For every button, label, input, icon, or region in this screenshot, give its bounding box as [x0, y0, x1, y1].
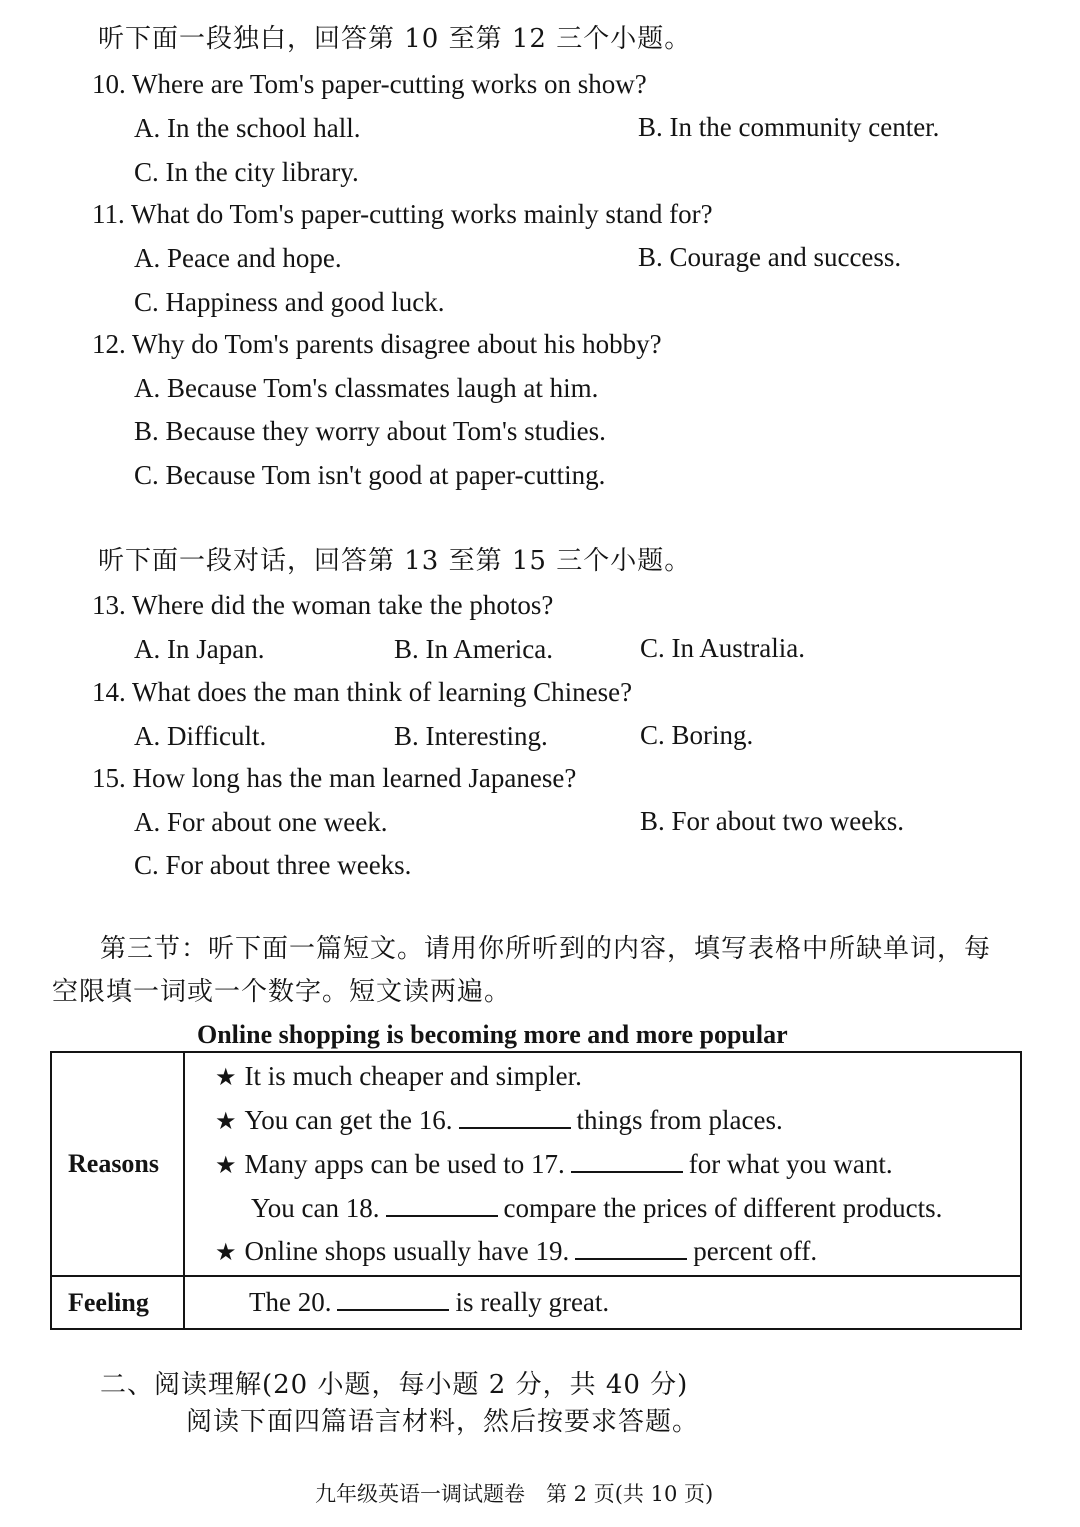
feeling-line: The 20. is really great.	[249, 1287, 610, 1317]
reason-3: ★ Many apps can be used to 17. for what you want.	[215, 1148, 893, 1179]
option-11b: B. Courage and success.	[638, 242, 902, 272]
option-11a: A. Peace and hope.	[134, 243, 342, 273]
blank-17[interactable]	[571, 1147, 683, 1173]
option-13c: C. In Australia.	[640, 633, 805, 663]
reason-2: ★ You can get the 16. things from places.	[215, 1104, 783, 1135]
star-icon: ★	[215, 1062, 237, 1091]
option-15b: B. For about two weeks.	[640, 806, 904, 836]
option-14c: C. Boring.	[640, 720, 754, 750]
option-10c: C. In the city library.	[134, 157, 359, 187]
option-11c: C. Happiness and good luck.	[134, 287, 445, 317]
option-13b: B. In America.	[394, 634, 553, 664]
feeling-label: Feeling	[51, 1276, 184, 1329]
question-14: 14. What does the man think of learning Chinese?	[92, 677, 633, 707]
option-10b: B. In the community center.	[638, 112, 940, 142]
blank-19[interactable]	[575, 1234, 687, 1260]
question-15: 15. How long has the man learned Japanese?	[92, 763, 577, 793]
reading-heading: 二、阅读理解(20 小题，每小题 2 分，共 40 分)	[100, 1370, 689, 1400]
page-footer: 九年级英语一调试题卷 第 2 页(共 10 页)	[315, 1482, 714, 1506]
instruction-monologue: 听下面一段独白，回答第 10 至第 12 三个小题。	[98, 24, 692, 54]
blank-20[interactable]	[337, 1285, 449, 1311]
option-10a: A. In the school hall.	[134, 113, 361, 143]
star-icon: ★	[215, 1150, 237, 1179]
section-three-instruction-2: 空限填一词或一个数字。短文读两遍。	[52, 977, 512, 1007]
reason-5: ★ Online shops usually have 19. percent off.	[215, 1235, 818, 1266]
blank-18[interactable]	[386, 1191, 498, 1217]
option-14b: B. Interesting.	[394, 721, 548, 751]
option-12a: A. Because Tom's classmates laugh at him.	[134, 373, 599, 403]
blank-16[interactable]	[459, 1103, 571, 1129]
question-11: 11. What do Tom's paper-cutting works mainly stand for?	[92, 199, 713, 229]
option-12b: B. Because they worry about Tom's studies.	[134, 416, 606, 446]
option-15a: A. For about one week.	[134, 807, 388, 837]
option-12c: C. Because Tom isn't good at paper-cutting.	[134, 460, 606, 490]
reading-subheading: 阅读下面四篇语言材料，然后按要求答题。	[186, 1407, 700, 1437]
option-14a: A. Difficult.	[134, 721, 267, 751]
question-10: 10. Where are Tom's paper-cutting works on show?	[92, 69, 647, 99]
star-icon: ★	[215, 1237, 237, 1266]
feeling-cell	[184, 1276, 1021, 1329]
table-title: Online shopping is becoming more and more popular	[197, 1020, 788, 1049]
question-12: 12. Why do Tom's parents disagree about his hobby?	[92, 329, 662, 359]
reasons-label: Reasons	[51, 1052, 184, 1276]
option-15c: C. For about three weeks.	[134, 850, 412, 880]
reason-4: You can 18. compare the prices of different products.	[251, 1192, 943, 1223]
fill-in-table	[50, 1051, 1022, 1330]
reasons-cell	[184, 1052, 1021, 1276]
instruction-dialogue: 听下面一段对话，回答第 13 至第 15 三个小题。	[98, 546, 692, 576]
section-three-instruction-1: 第三节：听下面一篇短文。请用你所听到的内容，填写表格中所缺单词，每	[100, 934, 992, 964]
reason-1: ★ It is much cheaper and simpler.	[215, 1060, 582, 1091]
question-13: 13. Where did the woman take the photos?	[92, 590, 554, 620]
option-13a: A. In Japan.	[134, 634, 265, 664]
star-icon: ★	[215, 1106, 237, 1135]
